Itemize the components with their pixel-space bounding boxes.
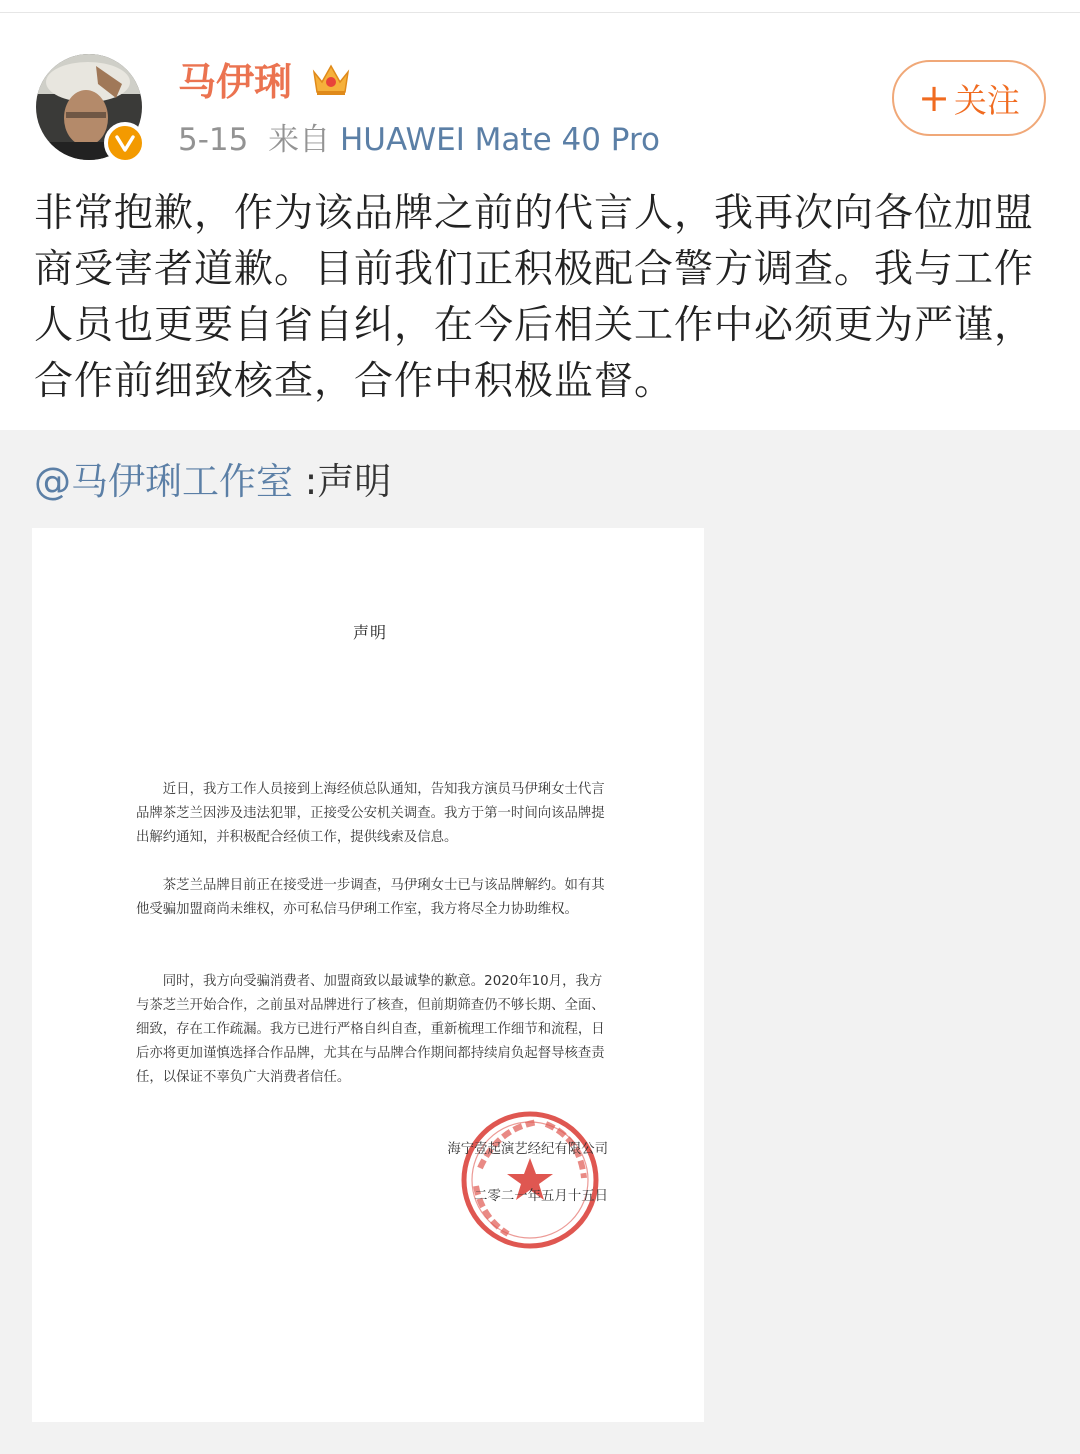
follow-button[interactable] [892, 60, 1046, 136]
plus-icon: + [918, 76, 950, 120]
repost-label: 声明 [317, 460, 392, 503]
verified-v-icon [104, 122, 146, 164]
top-divider [0, 12, 1080, 13]
repost-header [34, 454, 391, 510]
post-text: 非常抱歉，作为该品牌之前的代言人，我再次向各位加盟商受害者道歉。目前我们正积极配合警方调查。我与工作人员也更要自省自纠，在今后相关工作中必须更为严谨，合作前细致核查，合作中积极监督。 [34, 191, 1035, 404]
statement-paragraph: 同时，我方向受骗消费者、加盟商致以最诚挚的歉意。2020年10月，我方与茶芝兰开始合作，之前虽对品牌进行了核查，但前期筛查仍不够长期、全面、细致，存在工作疏漏。我方已进行严格自纠自查，重新梳理工作细节和流程，日后亦将更加谨慎选择合作品牌，尤其在与品牌合作期间都持续肩负起督导核查责任，以保证不辜负广大消费者信任。 [136, 974, 605, 1085]
source-prefix: 来自 [268, 122, 331, 158]
statement-date: 二零二一年五月十五日 [474, 1189, 608, 1204]
repost-card[interactable] [0, 430, 1080, 1454]
post-meta [178, 118, 660, 162]
company-seal-icon [458, 1108, 602, 1252]
repost-user-link[interactable]: @马伊琍工作室 [34, 460, 293, 503]
statement-paragraph: 近日，我方工作人员接到上海经侦总队通知，告知我方演员马伊琍女士代言品牌茶芝兰因涉及违法犯罪，正接受公安机关调查。我方于第一时间向该品牌提出解约通知，并积极配合经侦工作，提供线索及信息。 [136, 782, 605, 845]
statement-image[interactable] [32, 528, 704, 1422]
follow-label: 关注 [953, 80, 1020, 120]
device-name[interactable]: HUAWEI Mate 40 Pro [339, 122, 660, 158]
repost-separator: : [304, 460, 318, 503]
username[interactable]: 马伊琍 [178, 60, 293, 104]
member-crown-icon[interactable] [310, 58, 352, 100]
statement-paragraph: 茶芝兰品牌目前正在接受进一步调查，马伊琍女士已与该品牌解约。如有其他受骗加盟商尚未维权，亦可私信马伊琍工作室，我方将尽全力协助维权。 [136, 878, 605, 917]
statement-title: 声明 [352, 623, 387, 642]
statement-company: 海宁壹起演艺经纪有限公司 [447, 1142, 608, 1157]
post-date: 5-15 [178, 122, 249, 158]
